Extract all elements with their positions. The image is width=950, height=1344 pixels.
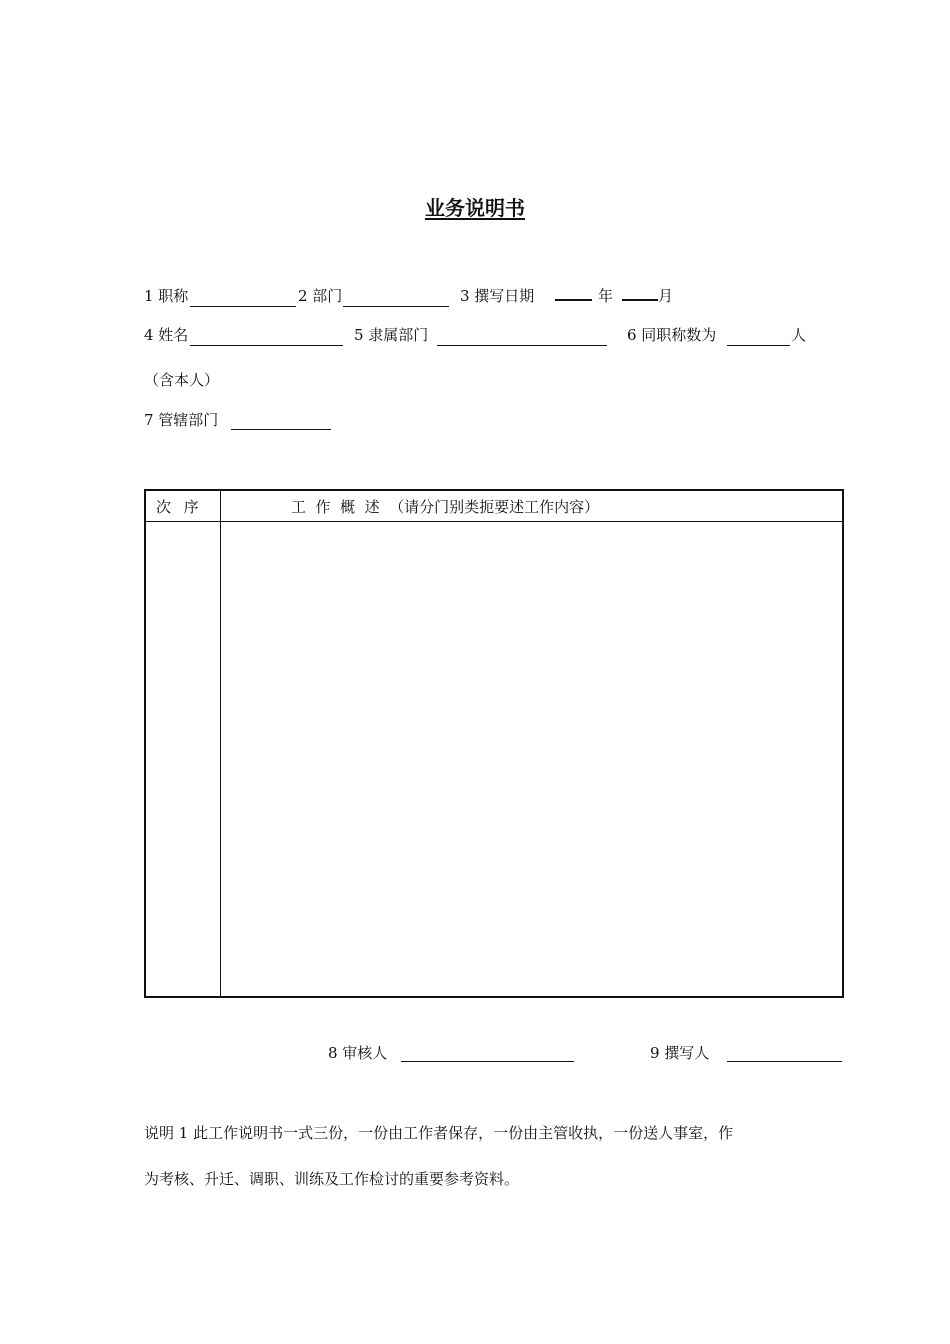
write-date-label: 3 撰写日期: [460, 287, 535, 305]
job-title-label: 1 职称: [144, 287, 189, 305]
page-title: 业务说明书: [425, 196, 525, 220]
department-label: 2 部门: [298, 287, 343, 305]
name-label: 4 姓名: [144, 326, 189, 344]
person-unit: 人: [791, 326, 807, 344]
managed-department-field[interactable]: [231, 415, 331, 430]
managed-department-label: 7 管辖部门: [144, 411, 219, 429]
parent-department-field[interactable]: [437, 331, 607, 346]
author-label: 9 撰写人: [650, 1044, 710, 1062]
note-line-1: 说明 1 此工作说明书一式三份，一份由工作者保存，一份由主管收执，一份送人事室，作: [144, 1124, 734, 1142]
same-title-count-field[interactable]: [727, 331, 790, 346]
order-column-header: 次 序: [156, 498, 203, 516]
order-column-body[interactable]: [146, 522, 219, 996]
department-field[interactable]: [343, 292, 449, 307]
year-label: 年: [598, 287, 614, 305]
author-field[interactable]: [727, 1047, 842, 1062]
month-label: 月: [658, 287, 674, 305]
work-summary-column-header: 工 作 概 述 （请分门别类扼要述工作内容）: [291, 498, 600, 516]
reviewer-field[interactable]: [401, 1047, 574, 1062]
name-field[interactable]: [190, 331, 343, 346]
job-title-field[interactable]: [190, 292, 296, 307]
parent-department-label: 5 隶属部门: [354, 326, 429, 344]
work-summary-table: [144, 489, 844, 998]
month-field[interactable]: [622, 285, 658, 301]
note-line-2: 为考核、升迁、调职、训练及工作检讨的重要参考资料。: [144, 1170, 520, 1188]
reviewer-label: 8 审核人: [328, 1044, 388, 1062]
work-summary-column-body[interactable]: [221, 522, 842, 996]
including-self-note: （含本人）: [144, 371, 220, 389]
year-field[interactable]: [555, 285, 592, 301]
same-title-count-label: 6 同职称数为: [627, 326, 717, 344]
